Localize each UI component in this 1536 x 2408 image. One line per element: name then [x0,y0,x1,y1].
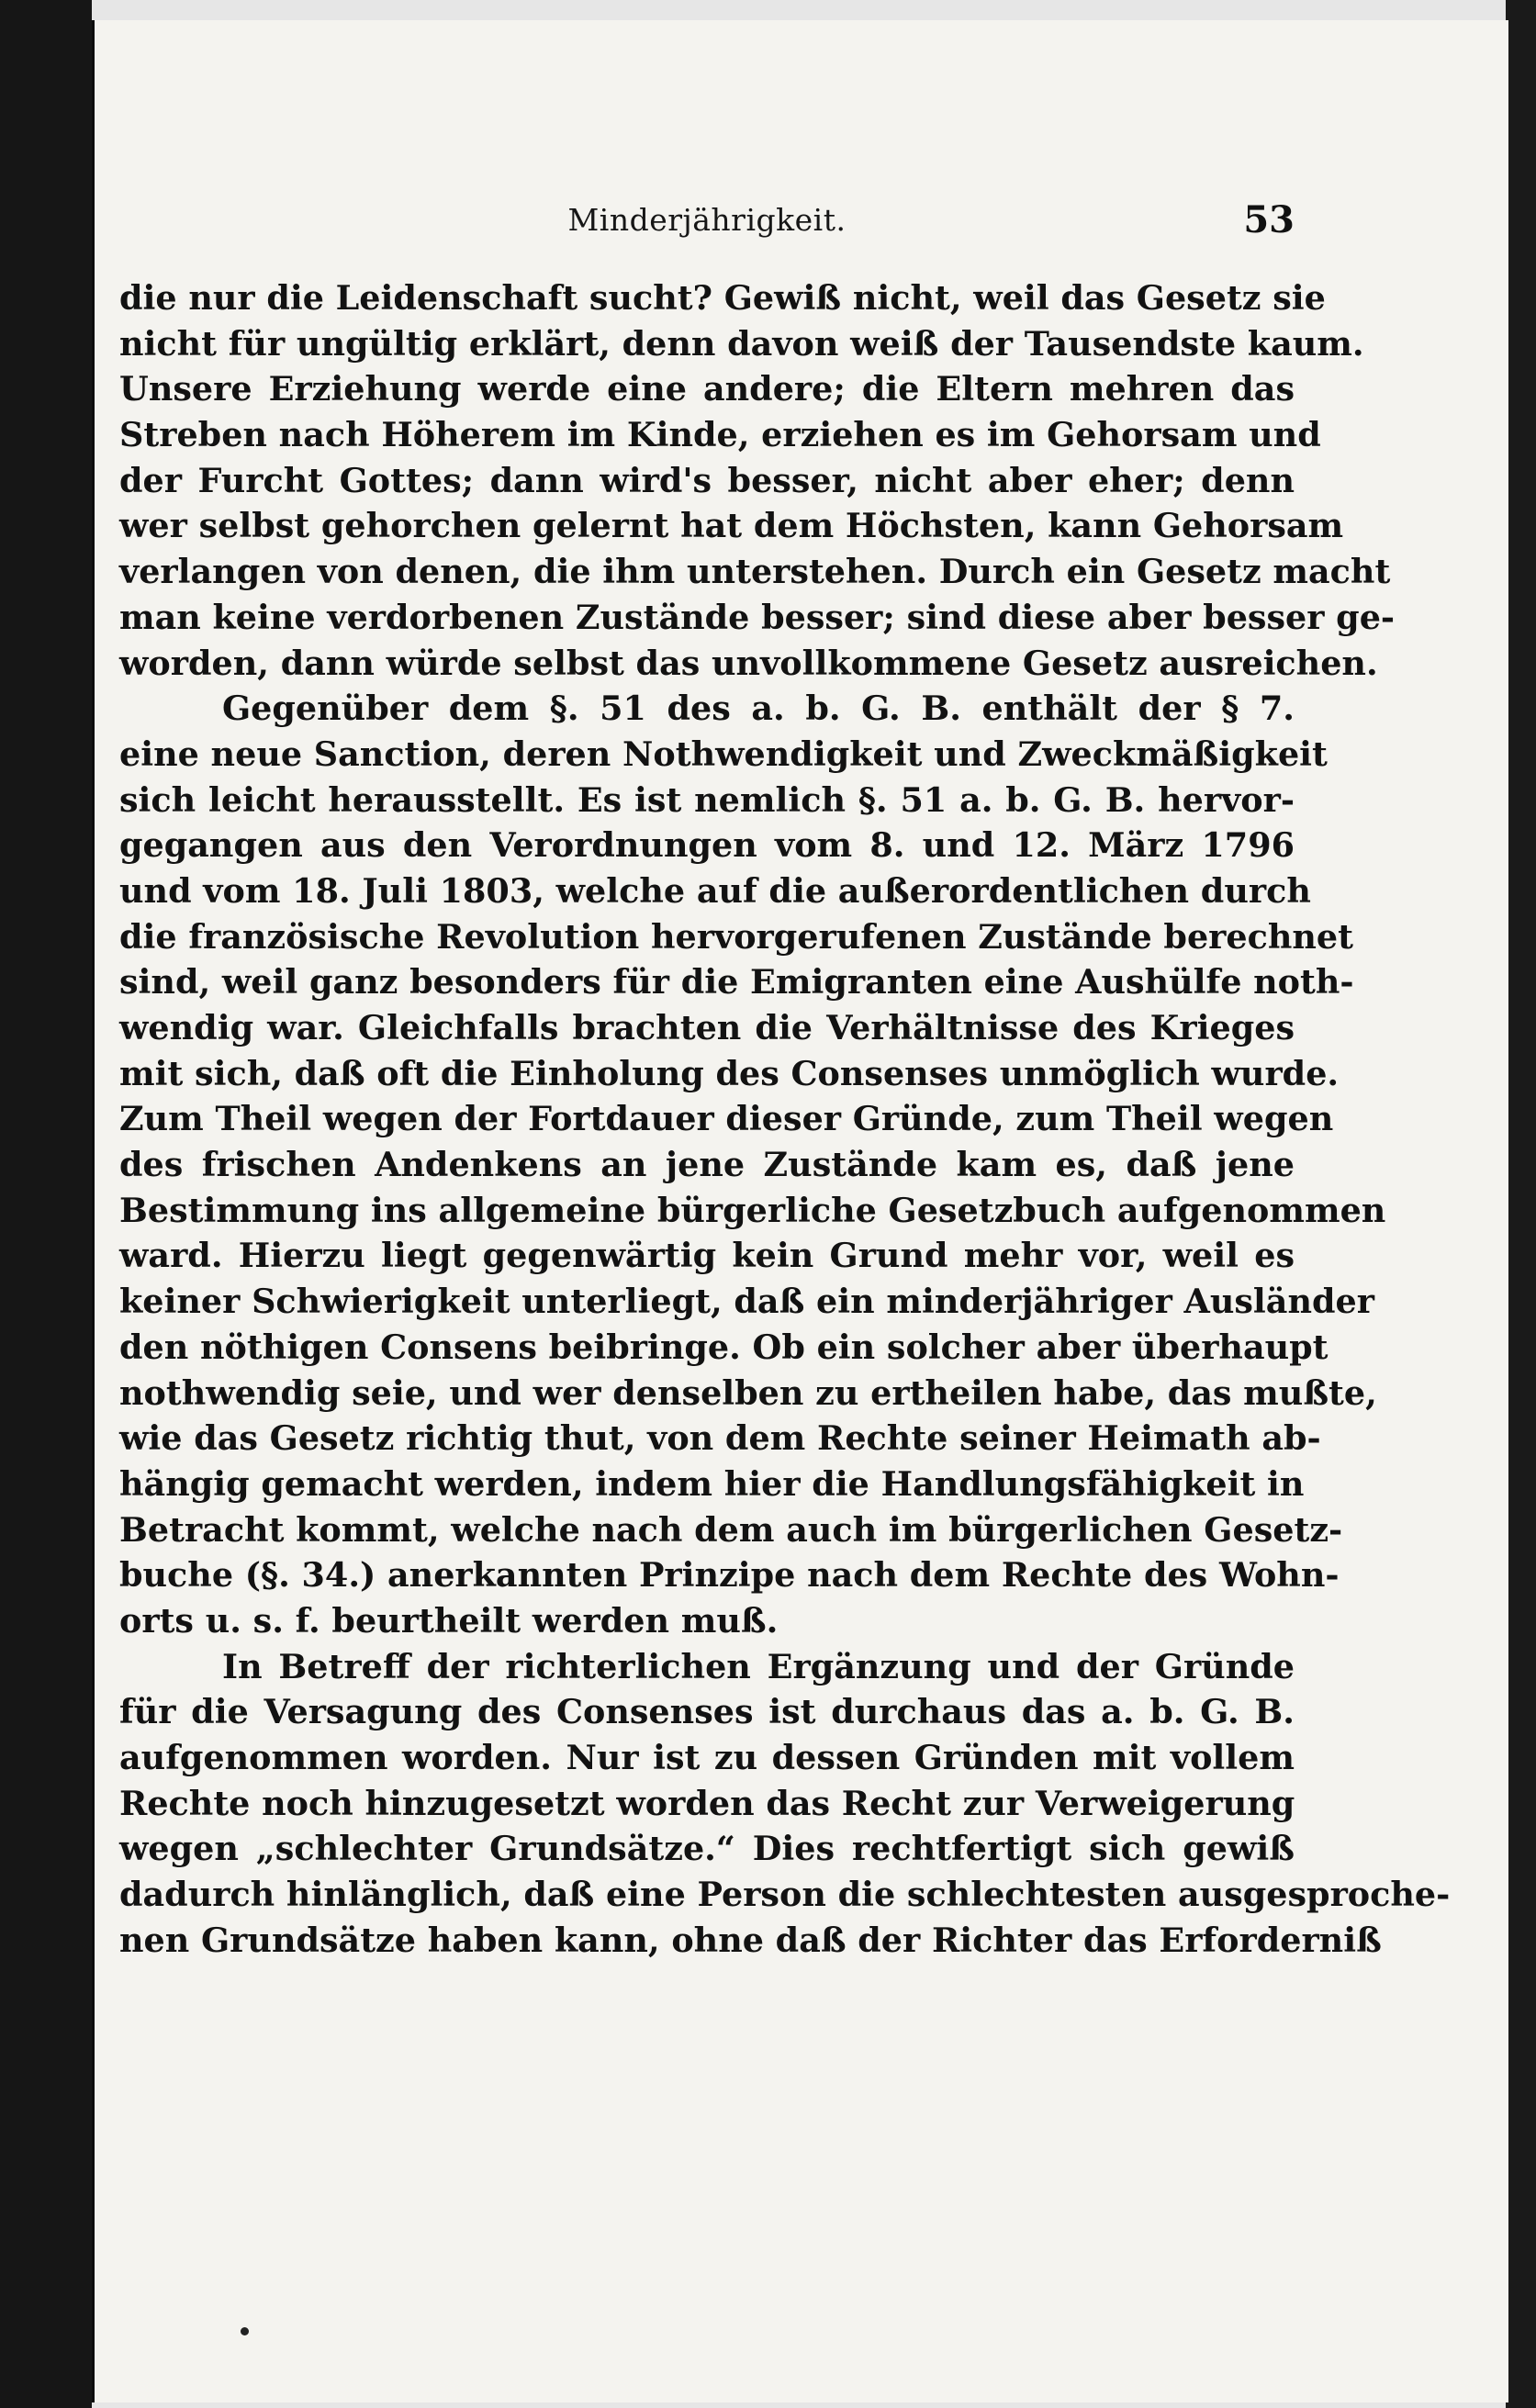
text-line: Unsere Erziehung werde eine andere; die Eltern mehren das [119,369,1295,409]
text-line: wer selbst gehorchen gelernt hat dem Höchsten, kann Gehorsam [119,506,1344,546]
scan-border-right [1506,0,1536,2408]
body-text [119,275,1451,1963]
paragraph-start-line: In Betreff der richterlichen Ergänzung und der Gründe [222,1646,1295,1686]
text-line: wendig war. Gleichfalls brachten die Verhältnisse des Krieges [119,1008,1295,1047]
text-line: Bestimmung ins allgemeine bürgerliche Gesetzbuch aufgenommen [119,1190,1386,1230]
text-line: worden, dann würde selbst das unvollkommene Gesetz ausreichen. [119,643,1378,683]
text-line: die nur die Leidenschaft sucht? Gewiß nicht, weil das Gesetz sie [119,278,1326,318]
scan-border-left [0,0,92,2408]
text-line: wie das Gesetz richtig thut, von dem Rechte seiner Heimath ab- [119,1418,1321,1459]
text-line: buche (§. 34.) anerkannten Prinzipe nach dem Rechte des Wohn- [119,1555,1340,1596]
text-line: keiner Schwierigkeit unterliegt, daß ein minderjähriger Ausländer [119,1282,1374,1322]
text-line: Streben nach Höherem im Kinde, erziehen es im Gehorsam und [119,415,1321,455]
text-line: wegen „schlechter Grundsätze.“ Dies rechtfertigt sich gewiß [119,1829,1295,1869]
text-line: gegangen aus den Verordnungen vom 8. und 12. März 1796 [119,825,1295,866]
text-line: nen Grundsätze haben kann, ohne daß der Richter das Erforderniß [119,1920,1382,1960]
page-header [119,193,1295,248]
text-line: mit sich, daß oft die Einholung des Consenses unmöglich wurde. [119,1053,1340,1093]
text-line: des frischen Andenkens an jene Zustände kam es, daß jene [119,1145,1295,1185]
text-line: nicht für ungültig erklärt, denn davon weiß der Tausendste kaum. [119,323,1364,364]
text-line: ward. Hierzu liegt gegenwärtig kein Grund mehr vor, weil es [119,1236,1295,1276]
text-line: den nöthigen Consens beibringe. Ob ein solcher aber überhaupt [119,1327,1329,1367]
text-line: Zum Theil wegen der Fortdauer dieser Gründe, zum Theil wegen [119,1099,1334,1139]
text-line: sind, weil ganz besonders für die Emigranten eine Aushülfe noth- [119,962,1354,1002]
text-line: hängig gemacht werden, indem hier die Handlungsfähigkeit in [119,1463,1305,1504]
text-line: aufgenommen worden. Nur ist zu dessen Gründen mit vollem [119,1738,1295,1777]
text-line: und vom 18. Juli 1803, welche auf die außerordentlichen durch [119,870,1311,911]
text-line: die französische Revolution hervorgerufenen Zustände berechnet [119,916,1354,957]
text-line: dadurch hinlänglich, daß eine Person die schlechtesten ausgesproche- [119,1875,1451,1915]
text-line: Rechte noch hinzugesetzt worden das Recht zur Verweigerung [119,1783,1295,1823]
page-number: 53 [1243,198,1295,241]
text-line: eine neue Sanction, deren Nothwendigkeit und Zweckmäßigkeit [119,734,1328,774]
text-line: man keine verdorbenen Zustände besser; sind diese aber besser ge- [119,597,1396,637]
text-line: verlangen von denen, die ihm unterstehen. Durch ein Gesetz macht [119,552,1391,592]
text-line: nothwendig seie, und wer denselben zu ertheilen habe, das mußte, [119,1372,1377,1413]
text-line: sich leicht herausstellt. Es ist nemlich §. 51 a. b. G. B. hervor- [119,779,1295,820]
text-line: orts u. s. f. beurtheilt werden muß. [119,1600,779,1641]
text-line: für die Versagung des Consenses ist durchaus das a. b. G. B. [119,1692,1295,1732]
ink-speck [241,2327,249,2335]
text-line: Betracht kommt, welche nach dem auch im bürgerlichen Gesetz- [119,1509,1343,1550]
paragraph-start-line: Gegenüber dem §. 51 des a. b. G. B. enthält der § 7. [222,689,1295,729]
text-line: der Furcht Gottes; dann wird's besser, nicht aber eher; denn [119,460,1295,500]
running-title: Minderjährigkeit. [567,202,846,238]
